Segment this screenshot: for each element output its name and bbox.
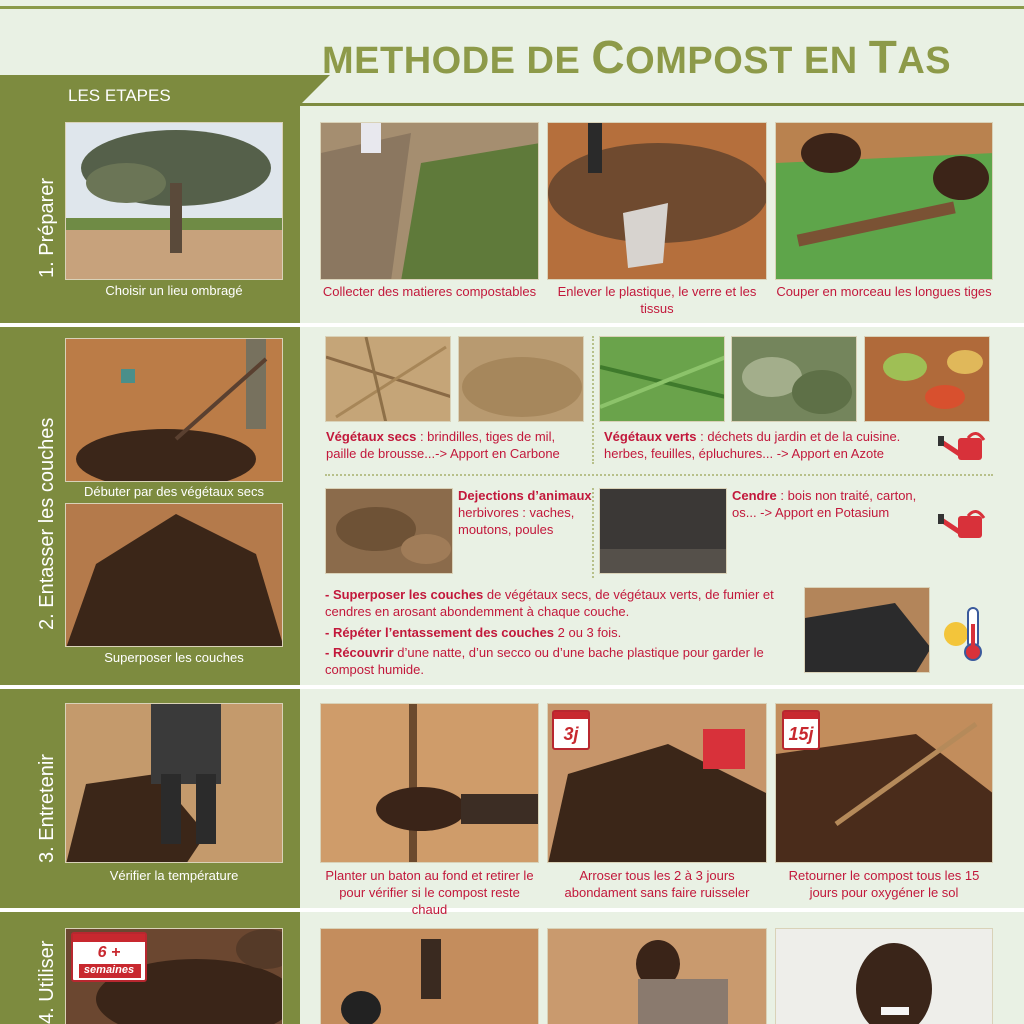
photo-use-2	[547, 928, 767, 1024]
step-3-label: 3. Entretenir	[36, 754, 58, 863]
photo-straw	[458, 336, 584, 422]
bullet-superpose: - Superposer les couches de végétaux secs, de végétaux verts, de fumier et cendres en arosant abondemment à chaque couche.	[325, 587, 774, 619]
watering-can-icon-2	[938, 508, 990, 544]
photo-twigs	[325, 336, 451, 422]
caption-collect: Collecter des matieres compostables	[322, 284, 537, 299]
text-manure: Dejections d’animaux herbivores : vaches, moutons, poules	[458, 488, 592, 537]
photo-collect	[320, 122, 539, 280]
bullet-repeat: - Répéter l’entassement des couches 2 ou 3 fois.	[325, 625, 622, 640]
photo-leaves	[731, 336, 857, 422]
photo-manure	[325, 488, 453, 574]
six-weeks-icon: 6 + semaines	[71, 932, 147, 982]
caption-check-temp: Vérifier la température	[109, 868, 239, 883]
separator-h1	[325, 474, 993, 476]
photo-ash	[599, 488, 727, 574]
photo-dry-start	[65, 338, 283, 482]
top-rule	[0, 6, 1024, 9]
photo-cover	[804, 587, 930, 673]
step-2-label: 2. Entasser les couches	[36, 417, 58, 630]
divider-2	[0, 685, 1024, 689]
photo-peelings	[864, 336, 990, 422]
caption-choose-place: Choisir un lieu ombragé	[105, 283, 243, 298]
caption-remove-plastic: Enlever le plastique, le verre et les tissus	[557, 284, 757, 316]
caption-water: Arroser tous les 2 à 3 jours abondament sans faire ruisseler	[564, 868, 750, 900]
photo-stick	[320, 703, 539, 863]
header-rule	[300, 103, 1024, 106]
etapes-label: LES ETAPES	[68, 86, 171, 105]
separator-v2	[592, 488, 594, 578]
photo-superpose	[65, 503, 283, 647]
page-title: METHODE DE COMPOST EN TAS	[322, 31, 952, 83]
photo-remove-plastic	[547, 122, 767, 280]
divider-1	[0, 323, 1024, 327]
caption-turn: Retourner le compost tous les 15 jours pour oxygéner le sol	[788, 868, 980, 900]
day-3-icon: 3j	[552, 710, 590, 750]
text-dry-plants: Végétaux secs : brindilles, tiges de mil, paille de brousse...-> Apport en Carbone	[326, 429, 560, 461]
photo-farmer-portrait	[775, 928, 993, 1024]
sun-thermometer-icon	[938, 604, 990, 662]
text-ash: Cendre : bois non traité, carton, os... -> Apport en Potasium	[732, 488, 917, 520]
photo-grass	[599, 336, 725, 422]
separator-v1	[592, 336, 594, 464]
bullet-cover: - Récouvrir d’une natte, d’un secco ou d’une bache plastique pour garder le compost humide.	[325, 645, 764, 677]
caption-stick: Planter un baton au fond et retirer le pour vérifier si le compost reste chaud	[325, 868, 534, 917]
photo-use-1	[320, 928, 539, 1024]
watering-can-icon-1	[938, 430, 990, 466]
photo-cut-stems	[775, 122, 993, 280]
caption-superpose: Superposer les couches	[104, 650, 244, 665]
text-green-plants: Végétaux verts : déchets du jardin et de la cuisine. herbes, feuilles, épluchures... -> Apport en Azote	[604, 429, 901, 461]
caption-dry-start: Débuter par des végétaux secs	[84, 484, 264, 499]
photo-check-temp	[65, 703, 283, 863]
photo-shady-tree	[65, 122, 283, 280]
step-1-label: 1. Préparer	[36, 177, 58, 278]
caption-cut-stems: Couper en morceau les longues tiges	[776, 284, 992, 299]
day-15-icon: 15j	[782, 710, 820, 750]
step-4-label: 4. Utiliser	[36, 940, 58, 1024]
